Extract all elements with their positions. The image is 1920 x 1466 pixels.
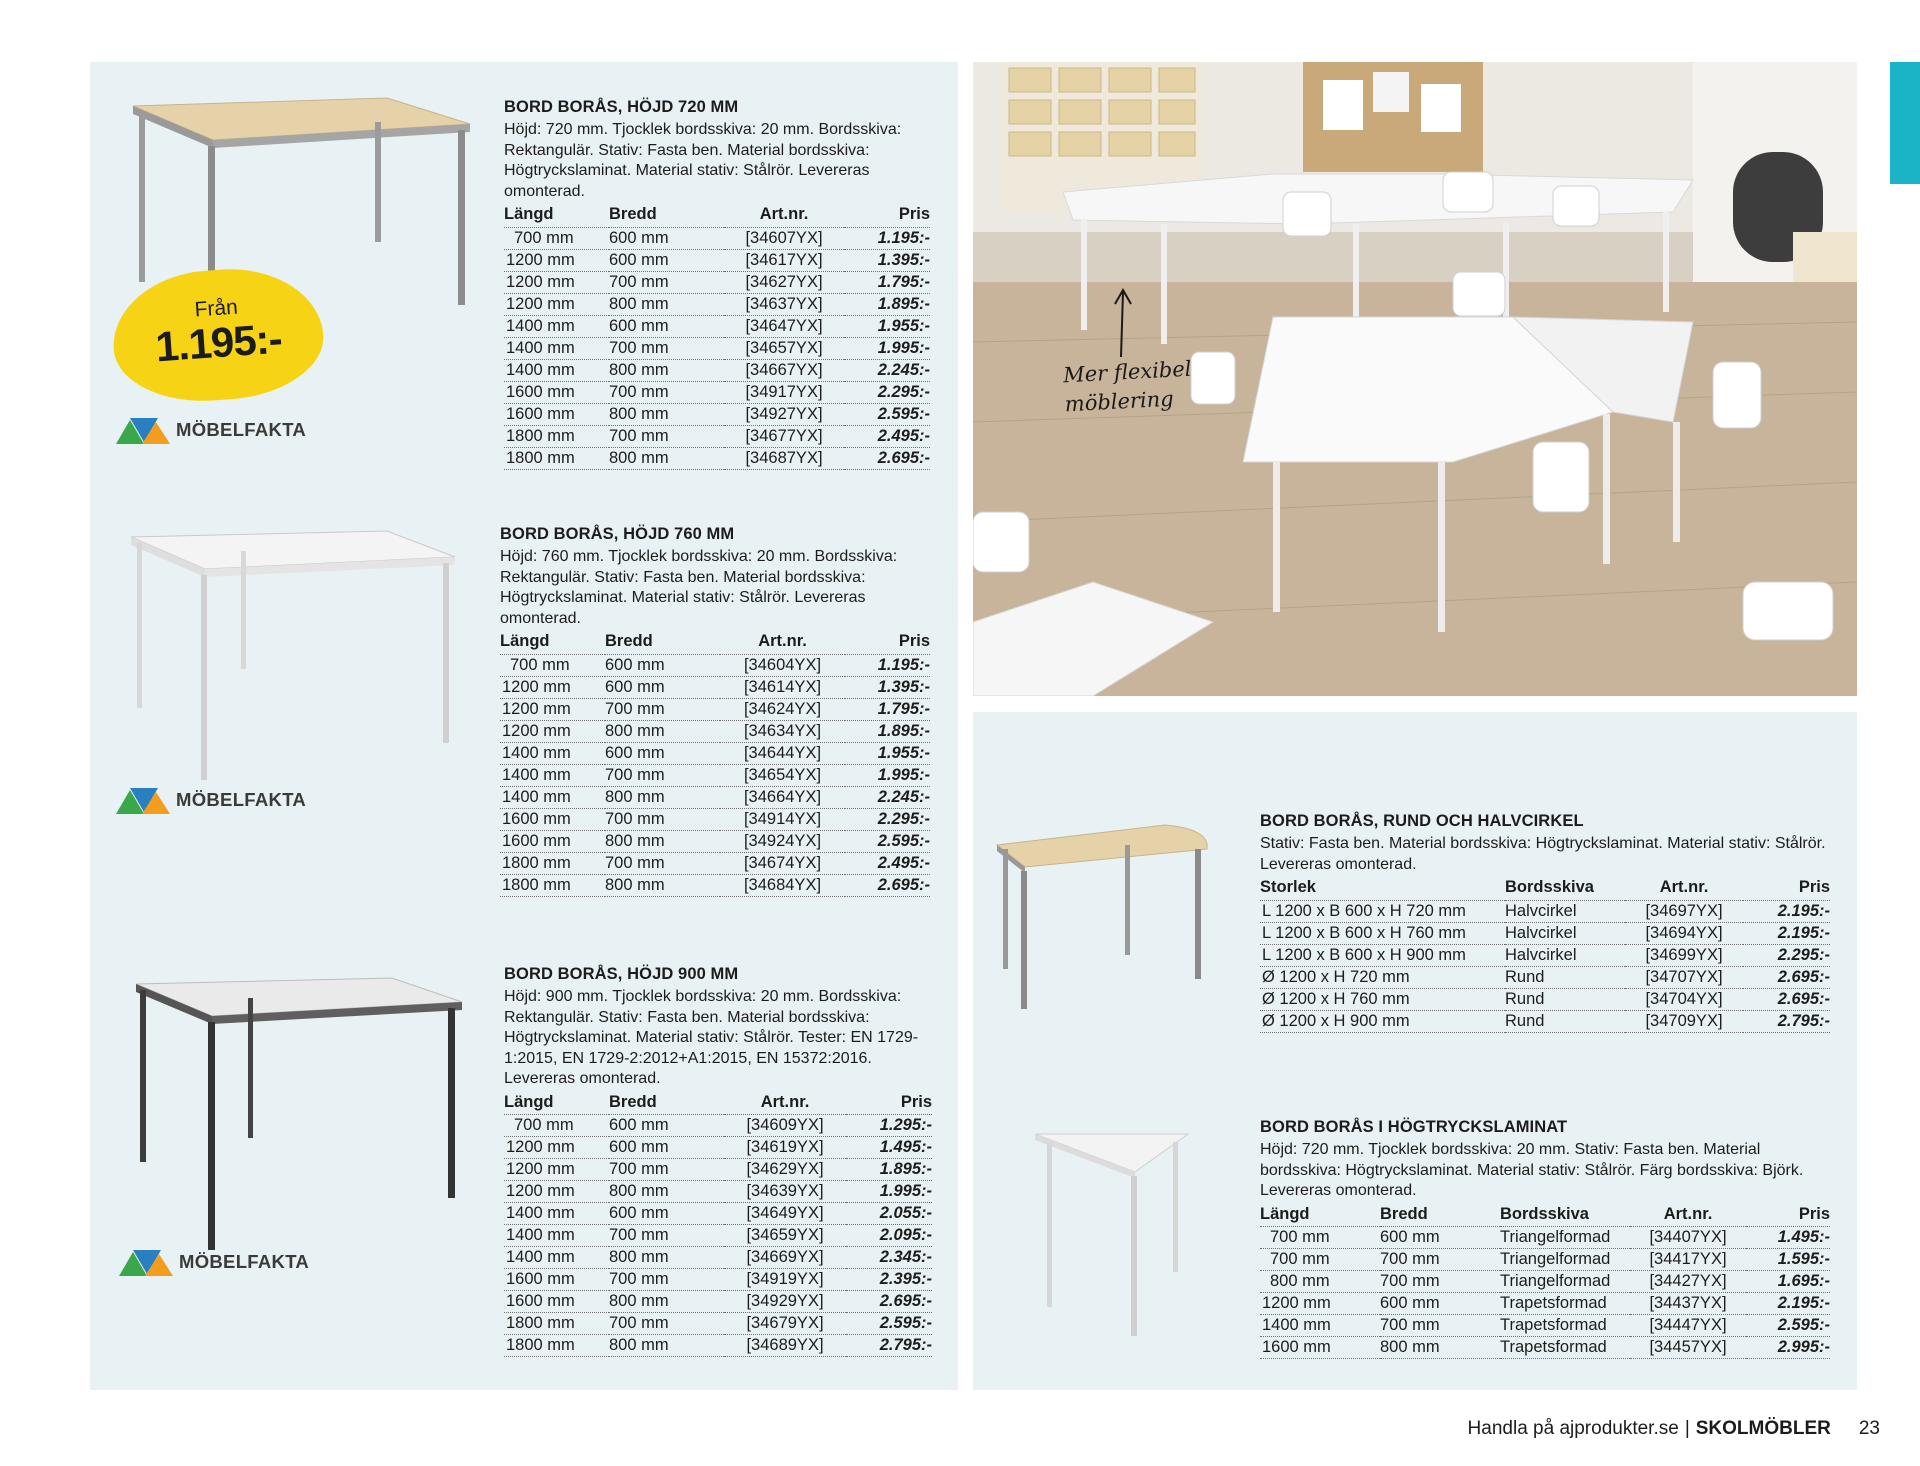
table-cell: 800 mm xyxy=(609,447,724,469)
table-cell: 1.795:- xyxy=(845,698,930,720)
table-cell: [34427YX] xyxy=(1630,1271,1746,1293)
price-table xyxy=(504,1093,932,1358)
table-cell: 800 mm xyxy=(609,1181,724,1203)
product-title: BORD BORÅS I HÖGTRYCKSLAMINAT xyxy=(1260,1118,1568,1136)
table-cell: 1.695:- xyxy=(1746,1271,1830,1293)
col-header-artnr: Art.nr. xyxy=(758,632,807,651)
product-boras-720 xyxy=(504,98,930,470)
mobelfakta-logo-icon xyxy=(119,1246,173,1278)
table-row xyxy=(504,227,930,249)
col-header-width: Bredd xyxy=(605,632,653,651)
table-cell: 1600 mm xyxy=(504,403,609,425)
col-header-artnr: Art.nr. xyxy=(759,205,809,224)
table-cell: 1.395:- xyxy=(845,676,930,698)
table-cell: [34917YX] xyxy=(724,381,844,403)
col-header-length: Längd xyxy=(504,1092,554,1111)
product-boras-900 xyxy=(504,965,932,1357)
table-row xyxy=(504,447,930,469)
table-cell: 700 mm xyxy=(609,425,724,447)
product-boras-760 xyxy=(500,525,930,897)
table-cell: 2.795:- xyxy=(846,1335,932,1357)
table-cell: 600 mm xyxy=(1380,1293,1500,1315)
table-cell: 1.895:- xyxy=(846,1159,932,1181)
table-cell: 700 mm xyxy=(609,381,724,403)
table-cell: 800 mm xyxy=(609,1247,724,1269)
table-cell: 600 mm xyxy=(605,676,720,698)
annotation-line2: möblering xyxy=(1064,386,1175,417)
table-cell: [34629YX] xyxy=(724,1159,846,1181)
table-cell: 700 mm xyxy=(609,271,724,293)
table-row xyxy=(1260,988,1830,1010)
product-title: BORD BORÅS, HÖJD 900 MM xyxy=(504,965,739,983)
table-cell: [34677YX] xyxy=(724,425,844,447)
table-row xyxy=(500,874,930,896)
table-cell: 2.295:- xyxy=(844,381,930,403)
badge-label: Från xyxy=(193,295,239,322)
photo-annotation xyxy=(1063,355,1194,420)
table-cell: 600 mm xyxy=(609,227,724,249)
triangle-table-image xyxy=(1033,1130,1193,1340)
table-row xyxy=(504,1225,932,1247)
table-cell: 1400 mm xyxy=(500,742,605,764)
section-tab xyxy=(1890,62,1920,184)
table-cell: 1600 mm xyxy=(504,1291,609,1313)
table-cell: [34924YX] xyxy=(720,830,845,852)
table-cell: 2.295:- xyxy=(845,808,930,830)
table-row xyxy=(500,698,930,720)
table-cell: [34927YX] xyxy=(724,403,844,425)
table-cell: 1200 mm xyxy=(500,698,605,720)
table-cell: 800 mm xyxy=(609,1291,724,1313)
badge-price: 1.195:- xyxy=(153,314,284,371)
price-table xyxy=(1260,878,1830,1033)
table-cell: 700 mm xyxy=(500,654,605,676)
table-cell: 1600 mm xyxy=(504,381,609,403)
table-cell: 1.895:- xyxy=(845,720,930,742)
table-cell: 1200 mm xyxy=(504,1159,609,1181)
table-cell: [34919YX] xyxy=(724,1269,846,1291)
table-cell: L 1200 x B 600 x H 720 mm xyxy=(1260,900,1505,922)
table-cell: 700 mm xyxy=(605,764,720,786)
table-row xyxy=(504,1115,932,1137)
col-header-length: Längd xyxy=(500,632,550,651)
table-cell: [34674YX] xyxy=(720,852,845,874)
col-header-width: Bredd xyxy=(1380,1204,1428,1223)
table-760-image xyxy=(125,525,465,785)
table-cell: 1200 mm xyxy=(500,676,605,698)
price-table xyxy=(504,205,930,470)
table-cell: 1.595:- xyxy=(1746,1249,1830,1271)
table-cell: [34689YX] xyxy=(724,1335,846,1357)
table-cell: 2.245:- xyxy=(845,786,930,808)
table-cell: [34437YX] xyxy=(1630,1293,1746,1315)
table-cell: [34624YX] xyxy=(720,698,845,720)
table-cell: 700 mm xyxy=(609,1159,724,1181)
table-cell: 2.695:- xyxy=(1743,966,1830,988)
table-cell: 700 mm xyxy=(605,808,720,830)
table-cell: 700 mm xyxy=(1380,1315,1500,1337)
mobelfakta-logo-icon xyxy=(116,784,170,816)
table-cell: 1400 mm xyxy=(504,315,609,337)
table-cell: [34609YX] xyxy=(724,1115,846,1137)
table-cell: 800 mm xyxy=(1260,1271,1380,1293)
table-cell: 800 mm xyxy=(605,830,720,852)
col-header-price: Pris xyxy=(900,1092,932,1111)
table-cell: 1600 mm xyxy=(500,830,605,852)
table-cell: 1400 mm xyxy=(504,1247,609,1269)
table-cell: Rund xyxy=(1505,988,1625,1010)
product-boras-hpl xyxy=(1260,1118,1830,1359)
table-row xyxy=(1260,1337,1830,1359)
table-cell: 800 mm xyxy=(609,293,724,315)
table-cell: Halvcirkel xyxy=(1505,922,1625,944)
table-cell: 1800 mm xyxy=(504,447,609,469)
table-cell: 1.995:- xyxy=(844,337,930,359)
table-cell: 2.695:- xyxy=(844,447,930,469)
table-cell: 800 mm xyxy=(609,1335,724,1357)
table-cell: 2.595:- xyxy=(846,1313,932,1335)
product-title: BORD BORÅS, HÖJD 720 MM xyxy=(504,98,739,116)
col-header-length: Längd xyxy=(504,205,554,224)
table-cell: [34634YX] xyxy=(720,720,845,742)
table-cell: 2.195:- xyxy=(1743,900,1830,922)
table-row xyxy=(504,249,930,271)
price-table xyxy=(500,632,930,897)
table-cell: Triangelformad xyxy=(1500,1249,1630,1271)
table-cell: 1.295:- xyxy=(846,1115,932,1137)
table-cell: 1.195:- xyxy=(844,227,930,249)
table-cell: 1600 mm xyxy=(504,1269,609,1291)
table-row xyxy=(504,381,930,403)
col-header-length: Längd xyxy=(1260,1204,1310,1223)
footer-separator: | xyxy=(1684,1418,1690,1439)
table-cell: Ø 1200 x H 900 mm xyxy=(1260,1010,1505,1032)
table-cell: [34447YX] xyxy=(1630,1315,1746,1337)
table-row xyxy=(504,359,930,381)
table-cell: 800 mm xyxy=(1380,1337,1500,1359)
table-cell: 1.495:- xyxy=(1746,1227,1830,1249)
table-cell: 1200 mm xyxy=(500,720,605,742)
col-header-size: Storlek xyxy=(1260,878,1316,897)
logo-text: MÖBELFAKTA xyxy=(176,419,307,440)
table-row xyxy=(504,1159,932,1181)
table-cell: [34649YX] xyxy=(724,1203,846,1225)
table-cell: [34709YX] xyxy=(1625,1010,1743,1032)
table-row xyxy=(500,676,930,698)
table-row xyxy=(504,1269,932,1291)
table-cell: 2.995:- xyxy=(1746,1337,1830,1359)
table-row xyxy=(504,271,930,293)
table-row xyxy=(500,764,930,786)
table-cell: [34914YX] xyxy=(720,808,845,830)
table-cell: 700 mm xyxy=(1260,1249,1380,1271)
table-cell: [34684YX] xyxy=(720,874,845,896)
table-cell: Trapetsformad xyxy=(1500,1337,1630,1359)
table-cell: 1800 mm xyxy=(500,852,605,874)
table-row xyxy=(1260,966,1830,988)
table-cell: 1200 mm xyxy=(504,249,609,271)
table-cell: 2.495:- xyxy=(845,852,930,874)
table-cell: [34417YX] xyxy=(1630,1249,1746,1271)
table-cell: 2.195:- xyxy=(1746,1293,1830,1315)
page-footer xyxy=(1468,1418,1880,1440)
table-cell: [34639YX] xyxy=(724,1181,846,1203)
table-cell: Halvcirkel xyxy=(1505,900,1625,922)
table-cell: 700 mm xyxy=(605,698,720,720)
footer-link-text[interactable]: Handla på ajprodukter.se xyxy=(1467,1418,1679,1439)
table-cell: 700 mm xyxy=(605,852,720,874)
table-row xyxy=(504,1291,932,1313)
table-cell: [34697YX] xyxy=(1625,900,1743,922)
table-cell: Ø 1200 x H 760 mm xyxy=(1260,988,1505,1010)
table-cell: [34647YX] xyxy=(724,315,844,337)
mobelfakta-logo xyxy=(119,1246,309,1278)
table-cell: 1.995:- xyxy=(845,764,930,786)
table-cell: 2.095:- xyxy=(846,1225,932,1247)
table-row xyxy=(1260,1293,1830,1315)
table-row xyxy=(504,1247,932,1269)
table-row xyxy=(1260,944,1830,966)
table-cell: 1.955:- xyxy=(844,315,930,337)
table-row xyxy=(504,403,930,425)
table-cell: Ø 1200 x H 720 mm xyxy=(1260,966,1505,988)
table-cell: 1400 mm xyxy=(504,337,609,359)
table-cell: 600 mm xyxy=(609,315,724,337)
table-cell: 1400 mm xyxy=(1260,1315,1380,1337)
table-row xyxy=(504,1313,932,1335)
table-cell: 2.295:- xyxy=(1743,944,1830,966)
col-header-artnr: Art.nr. xyxy=(760,1092,810,1111)
table-row xyxy=(500,852,930,874)
table-cell: 1600 mm xyxy=(1260,1337,1380,1359)
table-cell: [34679YX] xyxy=(724,1313,846,1335)
table-cell: 2.795:- xyxy=(1743,1010,1830,1032)
table-row xyxy=(500,808,930,830)
table-row xyxy=(500,786,930,808)
table-cell: [34704YX] xyxy=(1625,988,1743,1010)
col-header-artnr: Art.nr. xyxy=(1663,1204,1713,1223)
table-cell: Rund xyxy=(1505,1010,1625,1032)
half-circle-table-image xyxy=(995,815,1215,1015)
table-cell: [34637YX] xyxy=(724,293,844,315)
table-cell: 600 mm xyxy=(1380,1227,1500,1249)
product-title: BORD BORÅS, HÖJD 760 MM xyxy=(500,525,735,543)
table-cell: 2.245:- xyxy=(844,359,930,381)
table-cell: 1800 mm xyxy=(500,874,605,896)
mobelfakta-logo-icon xyxy=(116,414,170,446)
table-cell: 1800 mm xyxy=(504,1335,609,1357)
table-cell: Trapetsformad xyxy=(1500,1315,1630,1337)
table-row xyxy=(1260,1227,1830,1249)
col-header-price: Pris xyxy=(1798,878,1830,897)
table-cell: 2.695:- xyxy=(845,874,930,896)
table-cell: 2.695:- xyxy=(846,1291,932,1313)
logo-text: MÖBELFAKTA xyxy=(179,1251,310,1272)
col-header-tabletop: Bordsskiva xyxy=(1505,878,1594,897)
table-cell: [34694YX] xyxy=(1625,922,1743,944)
col-header-width: Bredd xyxy=(609,205,657,224)
table-cell: [34664YX] xyxy=(720,786,845,808)
table-cell: 1400 mm xyxy=(504,1203,609,1225)
table-900-image xyxy=(130,972,470,1257)
table-cell: 800 mm xyxy=(605,720,720,742)
table-cell: 1800 mm xyxy=(504,425,609,447)
table-cell: 800 mm xyxy=(609,403,724,425)
table-cell: Triangelformad xyxy=(1500,1271,1630,1293)
table-cell: 2.055:- xyxy=(846,1203,932,1225)
table-cell: 700 mm xyxy=(504,1115,609,1137)
page-number: 23 xyxy=(1858,1418,1880,1439)
table-cell: 1.955:- xyxy=(845,742,930,764)
table-cell: [34607YX] xyxy=(724,227,844,249)
table-cell: 700 mm xyxy=(609,1313,724,1335)
table-row xyxy=(500,654,930,676)
table-row xyxy=(1260,1249,1830,1271)
table-row xyxy=(1260,1315,1830,1337)
table-cell: [34669YX] xyxy=(724,1247,846,1269)
mobelfakta-logo xyxy=(116,784,306,816)
table-cell: 700 mm xyxy=(609,1269,724,1291)
table-cell: 800 mm xyxy=(609,359,724,381)
table-cell: 2.595:- xyxy=(844,403,930,425)
col-header-tabletop: Bordsskiva xyxy=(1500,1204,1589,1223)
table-cell: 800 mm xyxy=(605,874,720,896)
table-cell: [34707YX] xyxy=(1625,966,1743,988)
table-cell: 600 mm xyxy=(605,654,720,676)
table-cell: 1200 mm xyxy=(1260,1293,1380,1315)
table-cell: [34627YX] xyxy=(724,271,844,293)
table-cell: 1200 mm xyxy=(504,1181,609,1203)
table-cell: 1400 mm xyxy=(504,359,609,381)
table-row xyxy=(504,1137,932,1159)
table-cell: 1400 mm xyxy=(500,764,605,786)
table-cell: [34654YX] xyxy=(720,764,845,786)
table-cell: Triangelformad xyxy=(1500,1227,1630,1249)
table-cell: 1.395:- xyxy=(844,249,930,271)
table-cell: L 1200 x B 600 x H 760 mm xyxy=(1260,922,1505,944)
product-description: Höjd: 760 mm. Tjocklek bordsskiva: 20 mm. Bordsskiva: Rektangulär. Stativ: Fasta ben. Material bordsskiva: Högtryckslaminat. Material stativ: Stålrör. Levereras omonterad. xyxy=(500,548,898,627)
table-row xyxy=(504,337,930,359)
table-cell: 1200 mm xyxy=(504,293,609,315)
table-row xyxy=(1260,922,1830,944)
table-cell: [34699YX] xyxy=(1625,944,1743,966)
table-cell: 700 mm xyxy=(1260,1227,1380,1249)
table-cell: 1400 mm xyxy=(504,1225,609,1247)
table-cell: 700 mm xyxy=(1380,1271,1500,1293)
table-cell: 800 mm xyxy=(605,786,720,808)
table-cell: [34604YX] xyxy=(720,654,845,676)
table-row xyxy=(504,1203,932,1225)
product-title: BORD BORÅS, RUND OCH HALVCIRKEL xyxy=(1260,812,1584,830)
col-header-artnr: Art.nr. xyxy=(1659,878,1709,897)
col-header-price: Pris xyxy=(1798,1204,1830,1223)
annotation-line1: Mer flexibel xyxy=(1062,356,1192,388)
table-cell: [34407YX] xyxy=(1630,1227,1746,1249)
table-cell: 700 mm xyxy=(1380,1249,1500,1271)
table-cell: 600 mm xyxy=(605,742,720,764)
table-cell: 2.345:- xyxy=(846,1247,932,1269)
table-cell: 2.495:- xyxy=(844,425,930,447)
table-cell: 2.395:- xyxy=(846,1269,932,1291)
table-row xyxy=(1260,1010,1830,1032)
table-cell: 2.595:- xyxy=(845,830,930,852)
table-cell: 600 mm xyxy=(609,1203,724,1225)
table-cell: L 1200 x B 600 x H 900 mm xyxy=(1260,944,1505,966)
table-row xyxy=(504,425,930,447)
table-row xyxy=(500,720,930,742)
col-header-price: Pris xyxy=(898,632,930,651)
product-description: Stativ: Fasta ben. Material bordsskiva: Högtryckslaminat. Material stativ: Stålrör. Levereras omonterad. xyxy=(1260,835,1826,873)
table-cell: [34667YX] xyxy=(724,359,844,381)
table-cell: Rund xyxy=(1505,966,1625,988)
table-row xyxy=(504,1335,932,1357)
table-cell: 2.595:- xyxy=(1746,1315,1830,1337)
table-row xyxy=(504,315,930,337)
table-row xyxy=(500,830,930,852)
product-boras-round xyxy=(1260,812,1830,1033)
table-cell: 700 mm xyxy=(504,227,609,249)
table-cell: [34617YX] xyxy=(724,249,844,271)
table-cell: 700 mm xyxy=(609,337,724,359)
table-cell: 1.795:- xyxy=(844,271,930,293)
table-row xyxy=(1260,1271,1830,1293)
table-cell: 1400 mm xyxy=(500,786,605,808)
table-cell: 1600 mm xyxy=(500,808,605,830)
table-cell: [34687YX] xyxy=(724,447,844,469)
table-cell: [34619YX] xyxy=(724,1137,846,1159)
table-row xyxy=(1260,900,1830,922)
table-cell: Trapetsformad xyxy=(1500,1293,1630,1315)
table-cell: 1800 mm xyxy=(504,1313,609,1335)
table-cell: 2.195:- xyxy=(1743,922,1830,944)
product-description: Höjd: 720 mm. Tjocklek bordsskiva: 20 mm. Stativ: Fasta ben. Material bordsskiva: Högtryckslaminat. Material stativ: Stålrör. Färg bordsskiva: Björk. Levereras omonterad. xyxy=(1260,1141,1804,1199)
footer-section: SKOLMÖBLER xyxy=(1695,1418,1831,1439)
product-description: Höjd: 900 mm. Tjocklek bordsskiva: 20 mm. Bordsskiva: Rektangulär. Stativ: Fasta ben. Material bordsskiva: Högtryckslaminat. Material stativ: Stålrör. Tester: EN 1729-1:2015, EN 1729-2:2012+A1:2015, EN 15372:2016. Levereras omonterad. xyxy=(504,988,919,1087)
table-cell: 600 mm xyxy=(609,249,724,271)
table-cell: [34644YX] xyxy=(720,742,845,764)
table-cell: 1200 mm xyxy=(504,271,609,293)
logo-text: MÖBELFAKTA xyxy=(176,789,307,810)
col-header-price: Pris xyxy=(898,205,930,224)
price-table xyxy=(1260,1205,1830,1360)
table-cell: 700 mm xyxy=(609,1225,724,1247)
table-cell: 2.695:- xyxy=(1743,988,1830,1010)
table-row xyxy=(504,293,930,315)
table-row xyxy=(500,742,930,764)
table-cell: 600 mm xyxy=(609,1137,724,1159)
table-cell: 1200 mm xyxy=(504,1137,609,1159)
mobelfakta-logo xyxy=(116,414,306,446)
table-cell: 1.895:- xyxy=(844,293,930,315)
table-cell: 1.995:- xyxy=(846,1181,932,1203)
table-cell: [34659YX] xyxy=(724,1225,846,1247)
table-cell: [34657YX] xyxy=(724,337,844,359)
table-cell: [34614YX] xyxy=(720,676,845,698)
table-cell: [34457YX] xyxy=(1630,1337,1746,1359)
table-cell: 1.495:- xyxy=(846,1137,932,1159)
table-cell: [34929YX] xyxy=(724,1291,846,1313)
col-header-width: Bredd xyxy=(609,1092,657,1111)
product-description: Höjd: 720 mm. Tjocklek bordsskiva: 20 mm. Bordsskiva: Rektangulär. Stativ: Fasta ben. Material bordsskiva: Högtryckslaminat. Material stativ: Stålrör. Levereras omonterad. xyxy=(504,121,902,200)
table-cell: 1.195:- xyxy=(845,654,930,676)
table-row xyxy=(504,1181,932,1203)
table-cell: 600 mm xyxy=(609,1115,724,1137)
table-cell: Halvcirkel xyxy=(1505,944,1625,966)
